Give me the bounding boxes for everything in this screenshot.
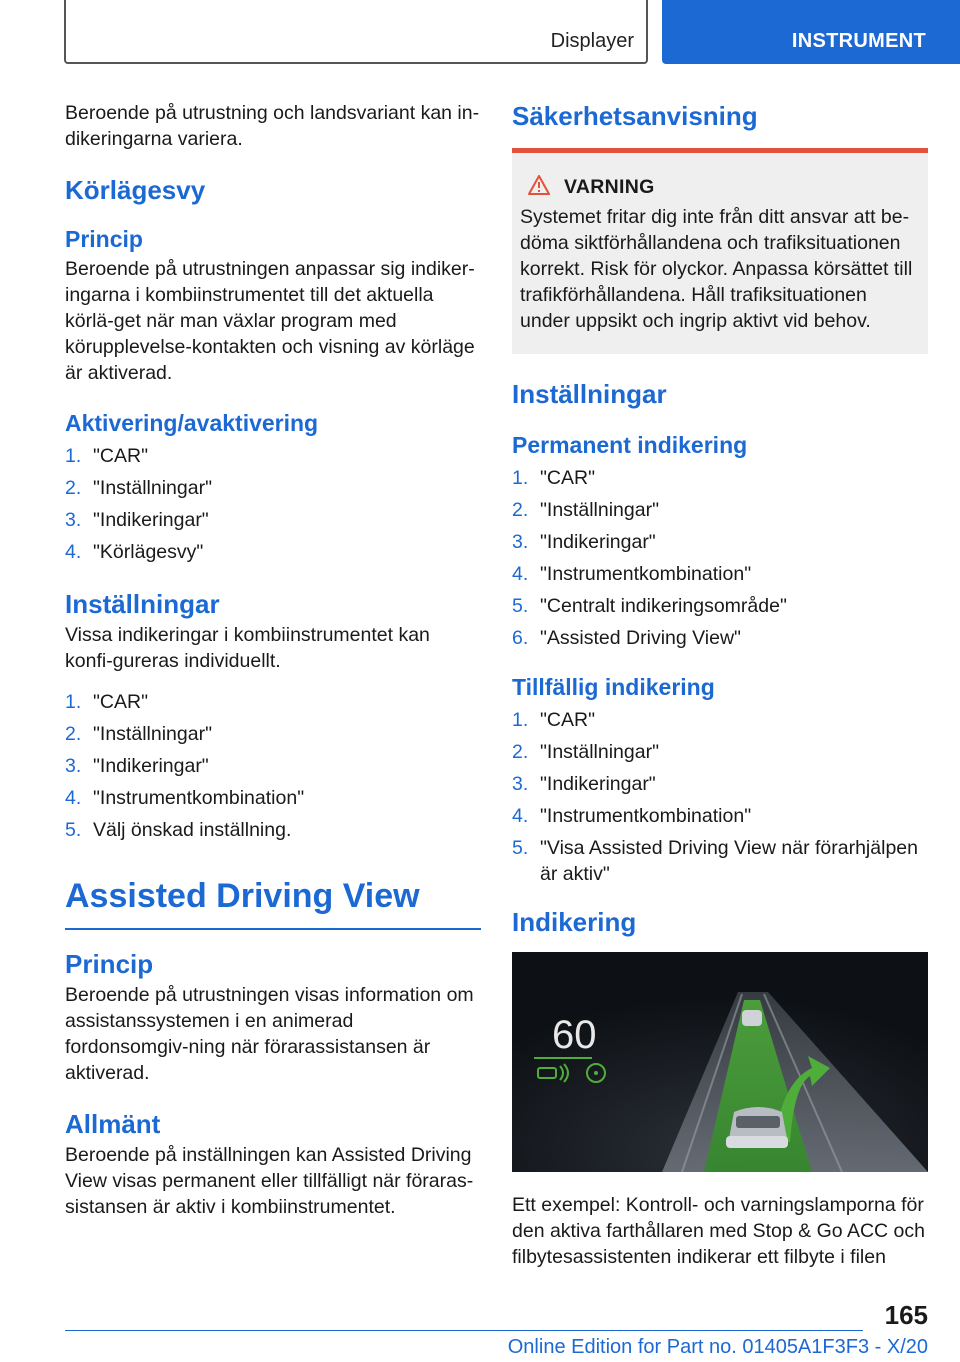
tillfallig-step-item — [512, 800, 928, 832]
warning-box — [512, 148, 928, 354]
adv-princip-heading: Princip — [65, 949, 154, 979]
footer-divider — [65, 1330, 863, 1331]
header-chapter-title: INSTRUMENT — [791, 30, 926, 52]
indikering-heading: Indikering — [512, 907, 637, 937]
tillfallig-step-item-text: "Instrumentkombination" — [540, 805, 752, 827]
installningar-step-item-text: "Inställningar" — [93, 723, 212, 745]
installningar-step-item — [65, 718, 481, 750]
adv-allmant-heading: Allmänt — [65, 1109, 161, 1139]
tillfallig-step-item-text: "Visa Assisted Driving View när förarhjälpen är aktiv" — [540, 837, 918, 885]
permanent-step-item-number: 5. — [512, 595, 529, 617]
installningar-step-item-text: "CAR" — [93, 691, 149, 713]
tillfallig-step-item — [512, 704, 928, 736]
tillfallig-step-item-number: 2. — [512, 741, 529, 763]
installningar-step-item-text: "Instrumentkombination" — [93, 787, 305, 809]
installningar-step-item-number: 2. — [65, 723, 82, 745]
permanent-step-item-number: 4. — [512, 563, 529, 585]
permanent-step-item — [512, 526, 928, 558]
installningar-step-item-number: 1. — [65, 691, 82, 713]
korlagesvy-princip-text: Beroende på utrustningen anpassar sig indiker-ingarna i kombiinstrumentet till det aktuella körlä-get när man växlar program med körupplevelse-kontakten och visning av körläge är aktiverad. — [65, 258, 475, 384]
installningar-step-item-number: 5. — [65, 819, 82, 841]
permanent-step-item-number: 6. — [512, 627, 529, 649]
warning-label: VARNING — [564, 176, 655, 198]
aktivering-step-item-text: "Körlägesvy" — [93, 541, 204, 563]
aktivering-step-item-number: 1. — [65, 445, 82, 467]
permanent-step-item-text: "Indikeringar" — [540, 531, 656, 553]
installningar-heading-left: Inställningar — [65, 589, 220, 619]
page-number: 165 — [884, 1300, 928, 1330]
installningar-step-item-text: Välj önskad inställning. — [93, 819, 292, 841]
tillfallig-step-item-text: "Indikeringar" — [540, 773, 656, 795]
permanent-step-item-text: "Assisted Driving View" — [540, 627, 741, 649]
left-column — [65, 100, 481, 1220]
aktivering-step-item — [65, 440, 481, 472]
tillfallig-step-item — [512, 832, 928, 890]
korlagesvy-heading: Körlägesvy — [65, 175, 206, 205]
aktivering-step-item — [65, 504, 481, 536]
permanent-step-item — [512, 590, 928, 622]
installningar-step-item-number: 4. — [65, 787, 82, 809]
right-column — [512, 100, 928, 1270]
installningar-step-item-number: 3. — [65, 755, 82, 777]
aktivering-step-item-text: "Inställningar" — [93, 477, 212, 499]
korlagesvy-princip-heading: Princip — [65, 226, 143, 252]
installningar-steps-left — [65, 686, 481, 846]
adv-princip-text: Beroende på utrustningen visas information om assistanssystemen i en animerad fordonsomgiv-ning när förarassistansen är aktiverad. — [65, 984, 474, 1084]
permanent-steps — [512, 462, 928, 654]
aktivering-step-item-text: "Indikeringar" — [93, 509, 209, 531]
aktivering-step-item — [65, 536, 481, 568]
tillfallig-step-item — [512, 768, 928, 800]
tillfallig-step-item — [512, 736, 928, 768]
tillfallig-step-item-number: 5. — [512, 837, 529, 859]
aktivering-steps — [65, 440, 481, 568]
permanent-step-item — [512, 622, 928, 654]
tillfallig-step-item-number: 1. — [512, 709, 529, 731]
tillfallig-heading: Tillfällig indikering — [512, 674, 715, 700]
header-section-title: Displayer — [550, 30, 634, 52]
aktivering-step-item-number: 4. — [65, 541, 82, 563]
adv-allmant-text: Beroende på inställningen kan Assisted Driving View visas permanent eller tillfälligt när föraras-sistansen är aktiv i kombiinstrumentet. — [65, 1144, 474, 1218]
warning-triangle-icon — [528, 175, 550, 200]
aktivering-step-item-number: 3. — [65, 509, 82, 531]
permanent-step-item-number: 2. — [512, 499, 529, 521]
dashboard-image — [512, 952, 928, 1172]
permanent-step-item-text: "Instrumentkombination" — [540, 563, 752, 585]
tillfallig-step-item-text: "CAR" — [540, 709, 596, 731]
installningar-step-item — [65, 782, 481, 814]
header-section-box — [64, 0, 648, 64]
permanent-step-item — [512, 494, 928, 526]
speed-readout: 60 — [552, 1013, 597, 1057]
tillfallig-step-item-number: 4. — [512, 805, 529, 827]
permanent-step-item-number: 3. — [512, 531, 529, 553]
installningar-step-item-text: "Indikeringar" — [93, 755, 209, 777]
tillfallig-step-item-text: "Inställningar" — [540, 741, 659, 763]
image-caption: Ett exempel: Kontroll- och varningslamporna för den aktiva farthållaren med Stop & Go ACC och filbytesassistenten indikerar ett filbyte i filen — [512, 1194, 925, 1268]
footer-edition: Online Edition for Part no. 01405A1F3F3 - X/20 — [507, 1336, 928, 1358]
permanent-step-item-number: 1. — [512, 467, 529, 489]
adv-heading: Assisted Driving View — [65, 874, 481, 930]
aktivering-heading: Aktivering/avaktivering — [65, 410, 319, 436]
sakerhet-heading: Säkerhetsanvisning — [512, 101, 758, 131]
aktivering-step-item-number: 2. — [65, 477, 82, 499]
installningar-step-item — [65, 686, 481, 718]
warning-header — [520, 175, 920, 200]
warning-text: Systemet fritar dig inte från ditt ansvar att be-döma siktförhållandena och trafiksituationen korrekt. Risk för olyckor. Anpassa körsättet till trafikförhållandena. Håll trafiksituationen under uppsikt och ingrip aktivt vid behov. — [520, 206, 913, 332]
header-chapter-tab — [662, 0, 960, 64]
tillfallig-steps — [512, 704, 928, 890]
aktivering-step-item-text: "CAR" — [93, 445, 149, 467]
aktivering-step-item — [65, 472, 481, 504]
installningar-heading-right: Inställningar — [512, 379, 667, 409]
installningar-step-item — [65, 750, 481, 782]
intro-text: Beroende på utrustning och landsvariant kan in-dikeringarna variera. — [65, 102, 480, 150]
permanent-step-item-text: "Inställningar" — [540, 499, 659, 521]
tillfallig-step-item-number: 3. — [512, 773, 529, 795]
permanent-heading: Permanent indikering — [512, 432, 748, 458]
installningar-step-item — [65, 814, 481, 846]
permanent-step-item — [512, 558, 928, 590]
permanent-step-item-text: "Centralt indikeringsområde" — [540, 595, 787, 617]
assisted-driving-view-illustration — [512, 952, 928, 1172]
permanent-step-item — [512, 462, 928, 494]
permanent-step-item-text: "CAR" — [540, 467, 596, 489]
installningar-text-left: Vissa indikeringar i kombiinstrumentet kan konfi-gureras individuellt. — [65, 624, 430, 672]
